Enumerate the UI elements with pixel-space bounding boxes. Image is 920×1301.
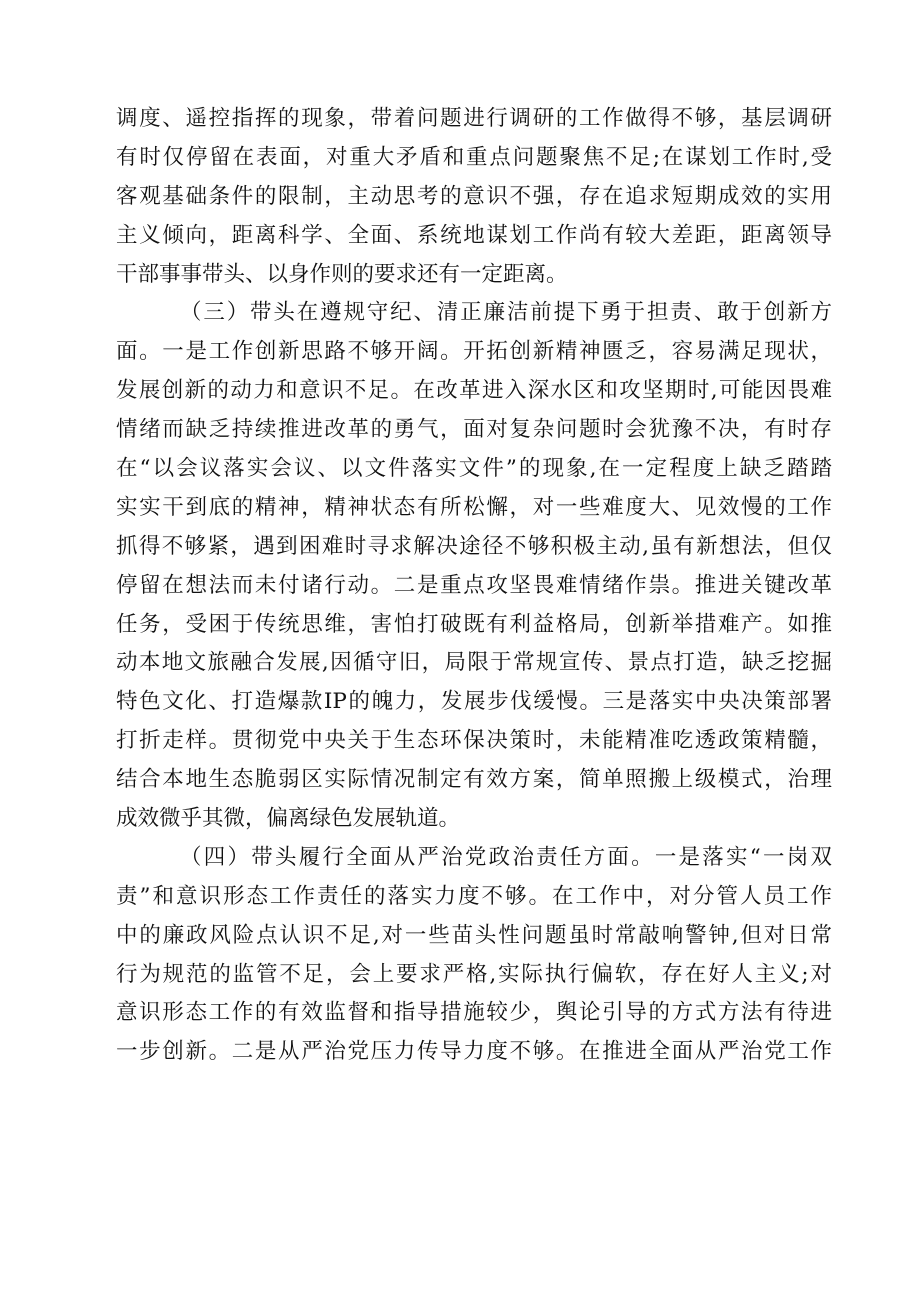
text-line: 一步创新。二是从严治党压力传导力度不够。在推进全面从严治党工作 [116,1039,832,1065]
text-line: 动本地文旅融合发展,因循守旧，局限于常规宣传、景点打造，缺乏挖掘 [116,650,832,676]
text-line: 中的廉政风险点认识不足,对一些苗头性问题虽时常敲响警钟,但对日常 [116,922,832,948]
paragraph-section-three [116,294,832,838]
text-line: 实实干到底的精神，精神状态有所松懈，对一些难度大、见效慢的工作 [116,494,832,520]
text-line: 主义倾向，距离科学、全面、系统地谋划工作尚有较大差距，距离领导 [116,222,832,248]
text-line: 在“以会议落实会议、以文件落实文件”的现象,在一定程度上缺乏踏踏 [116,456,832,482]
text-line: 结合本地生态脆弱区实际情况制定有效方案，简单照搬上级模式，治理 [116,767,832,793]
text-line: 成效微乎其微，偏离绿色发展轨道。 [116,806,461,832]
text-line: 打折走样。贯彻党中央关于生态环保决策时，未能精准吃透政策精髓， [116,728,832,754]
text-line: 任务，受困于传统思维，害怕打破既有利益格局，创新举措难产。如推 [116,611,832,637]
section-heading-line: （四）带头履行全面从严治党政治责任方面。一是落实“一岗双 [180,844,832,870]
section-heading-line: （三）带头在遵规守纪、清正廉洁前提下勇于担责、敢于创新方 [180,300,832,326]
text-line: 调度、遥控指挥的现象，带着问题进行调研的工作做得不够，基层调研 [116,106,832,131]
text-line: 情绪而缺乏持续推进改革的勇气，面对复杂问题时会犹豫不决，有时存 [116,417,832,443]
text-line: 意识形态工作的有效监督和指导措施较少，舆论引导的方式方法有待进 [116,1000,832,1026]
text-line: 行为规范的监管不足，会上要求严格,实际执行偏软，存在好人主义;对 [116,961,832,987]
text-line: 面。一是工作创新思路不够开阔。开拓创新精神匮乏，容易满足现状， [116,339,832,365]
document-body [116,100,832,1072]
text-line: 抓得不够紧，遇到困难时寻求解决途径不够积极主动,虽有新想法，但仅 [116,533,832,559]
paragraph-section-four [116,839,832,1072]
text-line: 干部事事带头、以身作则的要求还有一定距离。 [116,261,568,287]
text-line: 客观基础条件的限制，主动思考的意识不强，存在追求短期成效的实用 [116,183,832,209]
text-line: 特色文化、打造爆款IP的魄力，发展步伐缓慢。三是落实中央决策部署 [116,689,832,715]
paragraph-continuation [116,100,832,294]
text-line: 停留在想法而未付诸行动。二是重点攻坚畏难情绪作祟。推进关键改革 [116,572,832,598]
text-line: 有时仅停留在表面，对重大矛盾和重点问题聚焦不足;在谋划工作时,受 [116,144,832,170]
text-line: 发展创新的动力和意识不足。在改革进入深水区和攻坚期时,可能因畏难 [116,378,832,404]
text-line: 责”和意识形态工作责任的落实力度不够。在工作中，对分管人员工作 [116,883,832,909]
